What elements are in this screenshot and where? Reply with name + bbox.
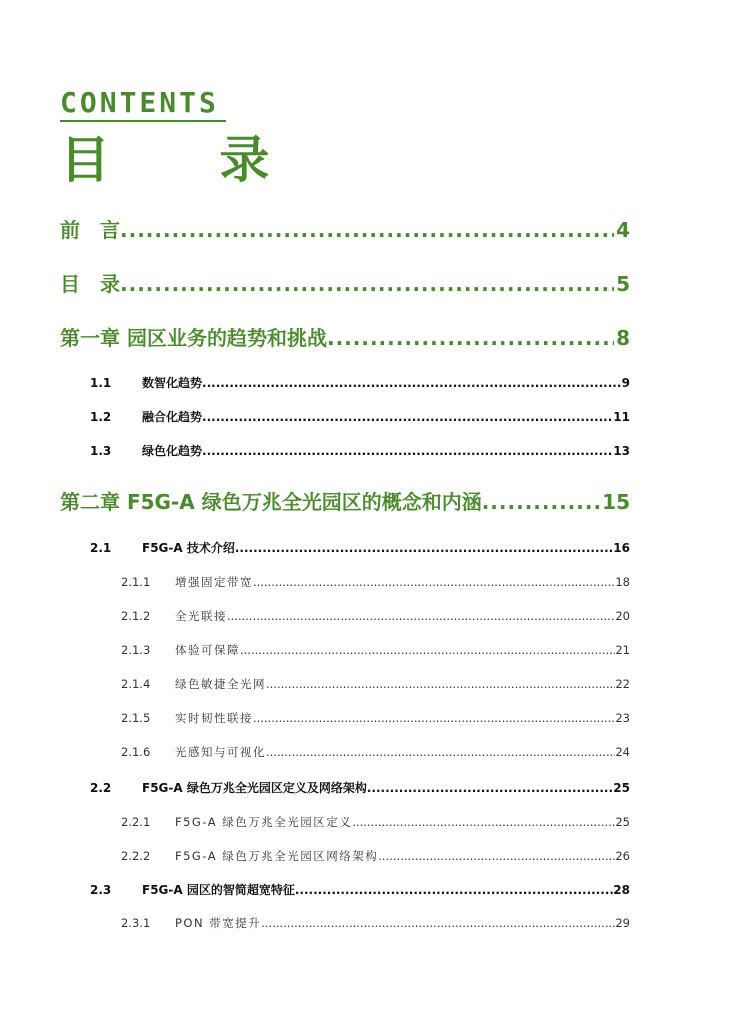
toc-entry-title: PON 带宽提升: [175, 916, 262, 930]
toc-entry-title: 体验可保障: [175, 643, 240, 657]
toc-leader-dots: [327, 326, 614, 350]
toc-leader-dots: [202, 410, 613, 424]
toc-entry-chapter-2[interactable]: [60, 486, 630, 515]
contents-underline: [60, 120, 226, 122]
toc-entry-title: F5G-A 园区的智简超宽特征: [142, 883, 295, 897]
toc-entry-page: 28: [613, 883, 630, 897]
toc-entry-1-1[interactable]: [90, 374, 630, 391]
toc-entry-number: 1.2: [90, 410, 112, 424]
toc-entry-number: 2.2.1: [121, 815, 151, 829]
toc-leader-dots: [253, 575, 615, 589]
toc-entry-title: F5G-A 技术介绍: [142, 541, 235, 555]
toc-leader-dots: [235, 541, 613, 555]
toc-entry-title: F5G-A 绿色万兆全光园区网络架构: [175, 849, 379, 863]
toc-entry-title: 第二章 F5G-A 绿色万兆全光园区的概念和内涵: [60, 490, 482, 514]
toc-entry-page: 18: [615, 575, 630, 589]
toc-entry-number: 2.1.2: [121, 609, 151, 623]
toc-entry-2-1[interactable]: [90, 539, 630, 556]
toc-leader-dots: [482, 490, 600, 514]
toc-entry-number: 2.1.1: [121, 575, 151, 589]
toc-entry-number: 2.1.4: [121, 677, 151, 691]
toc-leader-dots: [120, 272, 614, 296]
toc-entry-number: 2.3: [90, 883, 112, 897]
toc-entry-number: 2.3.1: [121, 916, 151, 930]
toc-entry-2-1-5[interactable]: [121, 710, 630, 726]
toc-leader-dots: [202, 376, 622, 390]
toc-entry-page: 11: [613, 410, 630, 424]
toc-leader-dots: [261, 916, 615, 930]
toc-entry-page: 13: [613, 444, 630, 458]
toc-entry-2-3[interactable]: [90, 881, 630, 898]
toc-entry-contents[interactable]: [60, 268, 630, 297]
toc-entry-page: 5: [616, 272, 630, 296]
toc-entry-title: 光感知与可视化: [175, 745, 266, 759]
toc-entry-2-1-3[interactable]: [121, 642, 630, 658]
toc-entry-title: F5G-A 绿色万兆全光园区定义及网络架构: [142, 781, 367, 795]
toc-leader-dots: [378, 849, 615, 863]
toc-entry-2-2-1[interactable]: [121, 814, 630, 830]
toc-entry-title: 绿色化趋势: [142, 444, 203, 458]
toc-entry-page: 20: [615, 609, 630, 623]
toc-leader-dots: [227, 609, 615, 623]
toc-leader-dots: [367, 781, 613, 795]
toc-leader-dots: [266, 745, 615, 759]
toc-entry-page: 15: [602, 490, 630, 514]
toc-entry-1-2[interactable]: [90, 408, 630, 425]
toc-entry-number: 2.1.3: [121, 643, 151, 657]
toc-entry-title: F5G-A 绿色万兆全光园区定义: [175, 815, 353, 829]
toc-entry-page: 25: [613, 781, 630, 795]
toc-entry-2-2-2[interactable]: [121, 848, 630, 864]
toc-entry-title: 增强固定带宽: [175, 575, 253, 589]
toc-entry-page: 23: [615, 711, 630, 725]
toc-entry-title: 实时韧性联接: [175, 711, 253, 725]
toc-entry-2-1-6[interactable]: [121, 744, 630, 760]
toc-entry-number: 2.2: [90, 781, 112, 795]
toc-leader-dots: [266, 677, 615, 691]
toc-entry-page: 9: [621, 376, 630, 390]
toc-leader-dots: [120, 218, 614, 242]
toc-entry-page: 22: [615, 677, 630, 691]
toc-entry-title: 融合化趋势: [142, 410, 203, 424]
toc-entry-chapter-1[interactable]: [60, 322, 630, 351]
toc-entry-1-3[interactable]: [90, 442, 630, 459]
page-title: 目 录: [60, 131, 316, 189]
toc-entry-2-1-2[interactable]: [121, 608, 630, 624]
toc-leader-dots: [295, 883, 613, 897]
toc-entry-number: 1.1: [90, 376, 112, 390]
toc-entry-page: 8: [616, 326, 630, 350]
toc-leader-dots: [352, 815, 615, 829]
toc-entry-page: 25: [615, 815, 630, 829]
toc-entry-number: 2.1.6: [121, 745, 151, 759]
toc-entry-number: 2.1.5: [121, 711, 151, 725]
toc-entry-page: 21: [615, 643, 630, 657]
toc-entry-title: 目 录: [60, 272, 120, 296]
toc-entry-title: 前 言: [60, 218, 120, 242]
toc-entry-page: 29: [615, 916, 630, 930]
toc-entry-page: 26: [615, 849, 630, 863]
toc-entry-page: 24: [615, 745, 630, 759]
toc-entry-number: 2.1: [90, 541, 112, 555]
toc-entry-2-1-4[interactable]: [121, 676, 630, 692]
toc-entry-title: 第一章 园区业务的趋势和挑战: [60, 326, 327, 350]
toc-entry-number: 1.3: [90, 444, 112, 458]
toc-entry-2-2[interactable]: [90, 779, 630, 796]
toc-entry-title: 全光联接: [175, 609, 227, 623]
toc-entry-title: 数智化趋势: [142, 376, 203, 390]
toc-entry-preface[interactable]: [60, 214, 630, 243]
toc-leader-dots: [202, 444, 613, 458]
toc-entry-page: 4: [616, 218, 630, 242]
toc-entry-2-1-1[interactable]: [121, 574, 630, 590]
toc-entry-number: 2.2.2: [121, 849, 151, 863]
toc-leader-dots: [253, 711, 615, 725]
contents-label: CONTENTS: [60, 86, 219, 119]
toc-entry-2-3-1[interactable]: [121, 915, 630, 931]
toc-leader-dots: [240, 643, 615, 657]
toc-entry-page: 16: [613, 541, 630, 555]
toc-entry-title: 绿色敏捷全光网: [175, 677, 266, 691]
